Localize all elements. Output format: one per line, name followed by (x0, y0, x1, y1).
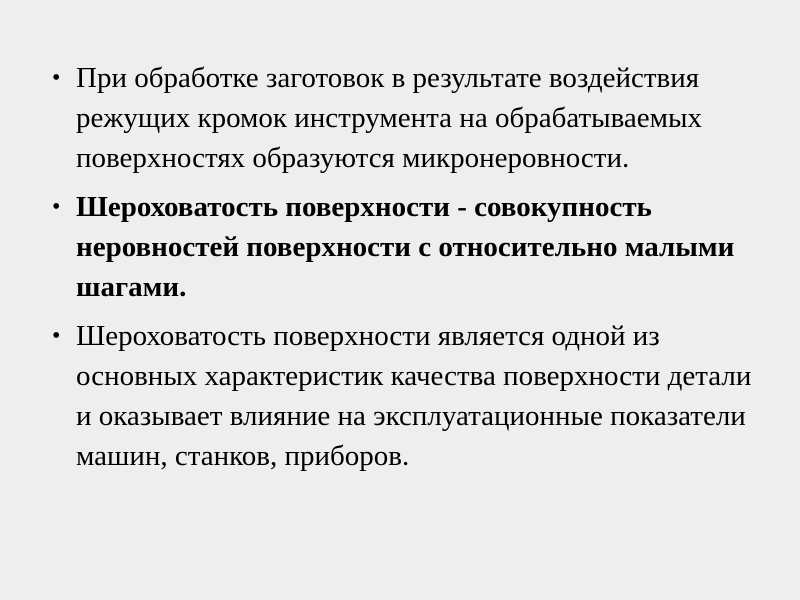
bullet-dot-icon: • (52, 194, 61, 220)
bullet-list (48, 58, 768, 485)
bullet-text: Шероховатость поверхности является одной из основных характеристик качества поверхности детали и оказывает влияние на эксплуатационные показатели машин, станков, приборов. (76, 320, 752, 472)
bullet-text: Шероховатость поверхности - совокупность неровностей поверхности с относительно малыми шагами. (76, 191, 735, 303)
bullet-item-definition (48, 187, 768, 307)
bullet-dot-icon: • (52, 323, 61, 349)
bullet-dot-icon: • (52, 65, 61, 91)
bullet-text: При обработке заготовок в результате воздействия режущих кромок инструмента на обрабатываемых поверхностях образуются микронеровности. (76, 62, 702, 174)
bullet-item-microroughness (48, 58, 768, 178)
bullet-item-importance (48, 316, 768, 476)
